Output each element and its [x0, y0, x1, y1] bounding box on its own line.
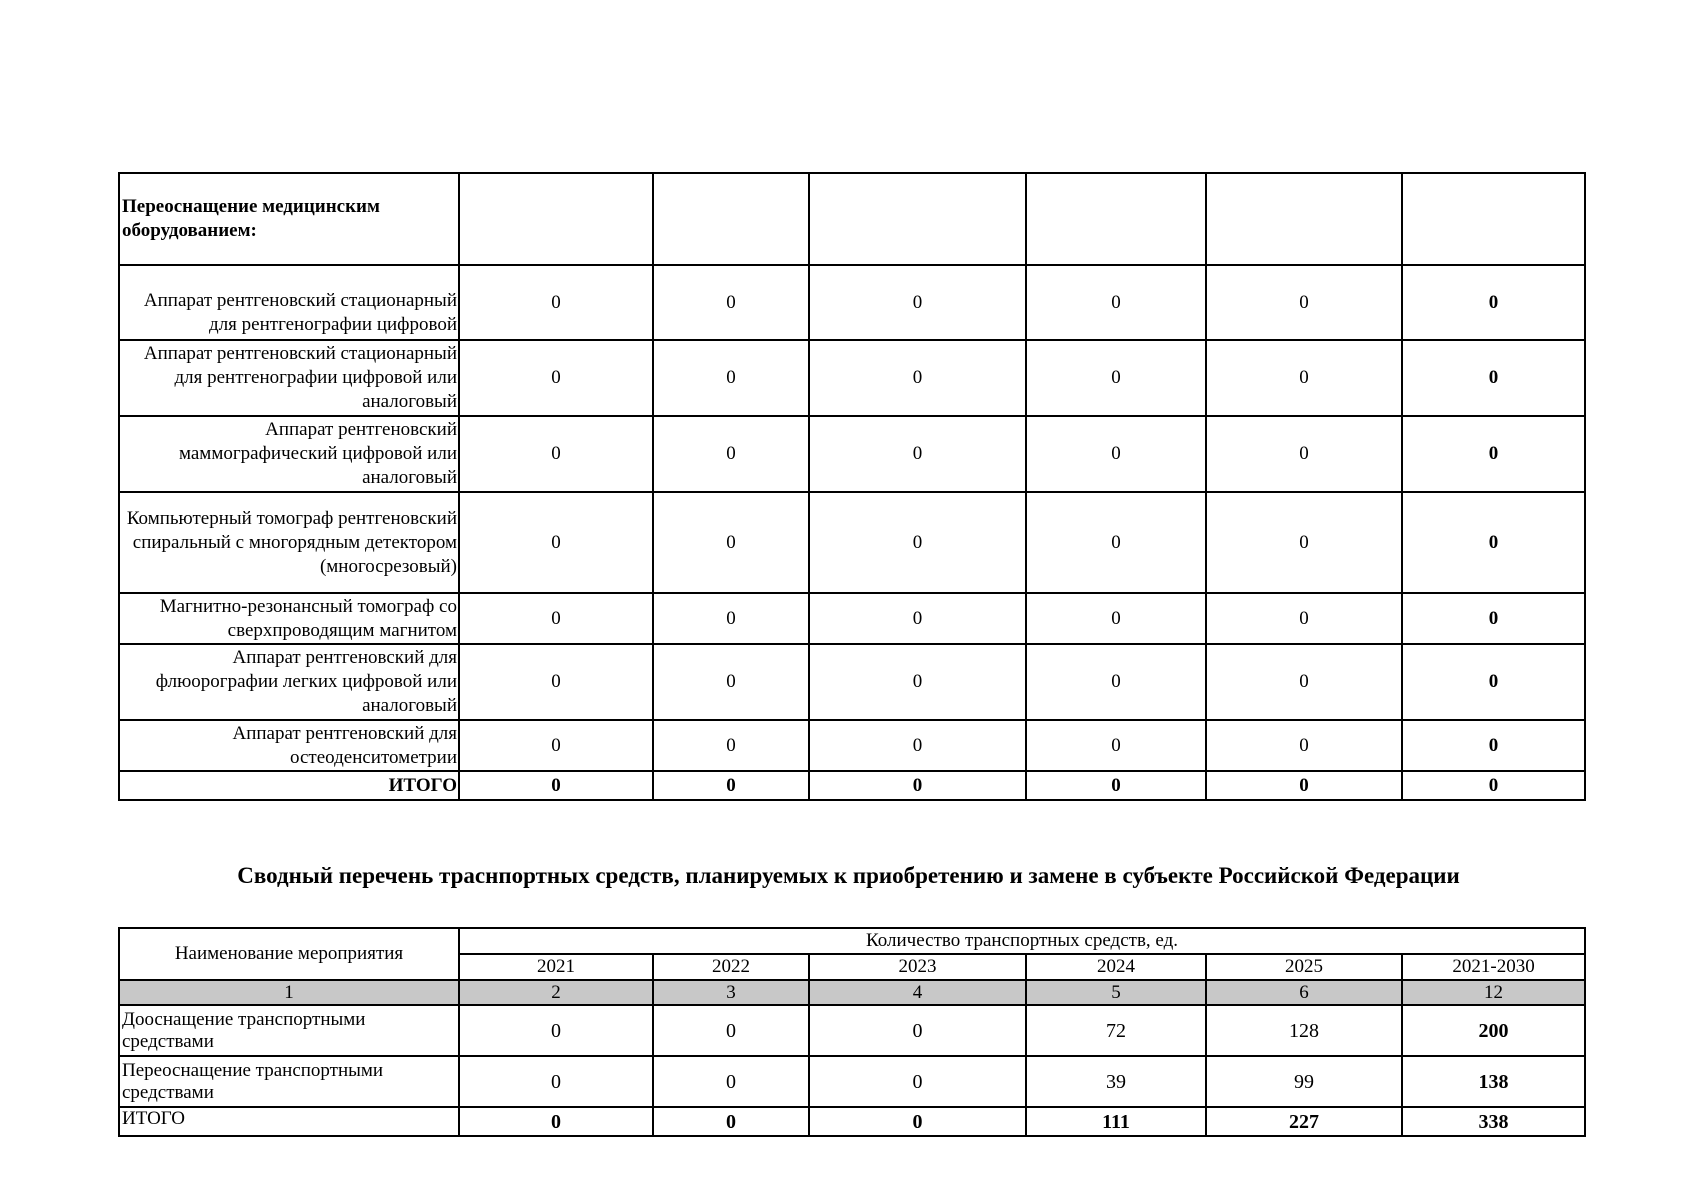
table-row: [119, 1056, 1585, 1107]
index-row: [119, 980, 1585, 1005]
row-name: Аппарат рентгеновский для флюорографии легких цифровой или аналоговый: [119, 644, 459, 720]
row-total: 0: [1402, 416, 1585, 492]
total-label: ИТОГО: [119, 771, 459, 800]
row-total: 0: [1402, 340, 1585, 416]
cell-value: 0: [1026, 593, 1206, 644]
total-value: 0: [653, 771, 809, 800]
row-name: Компьютерный томограф рентгеновский спиральный с многорядным детектором (многосрезовый): [119, 492, 459, 593]
cell-value: 72: [1026, 1005, 1206, 1056]
table-row: [119, 644, 1585, 720]
column-header-name: Наименование мероприятия: [119, 928, 459, 980]
year-header: 2023: [809, 954, 1026, 980]
index-cell: 2: [459, 980, 653, 1005]
year-header: 2024: [1026, 954, 1206, 980]
table-row: [119, 265, 1585, 340]
cell-value: 0: [653, 265, 809, 340]
cell-value: 0: [653, 340, 809, 416]
cell-value: 0: [459, 340, 653, 416]
cell-value: 0: [1206, 265, 1402, 340]
row-name: Аппарат рентгеновский для остеоденситометрии: [119, 720, 459, 771]
year-header: 2021-2030: [1402, 954, 1585, 980]
cell-value: 0: [1206, 644, 1402, 720]
row-total: 200: [1402, 1005, 1585, 1056]
year-header: 2021: [459, 954, 653, 980]
cell-value: 0: [459, 644, 653, 720]
transport-table: [118, 927, 1586, 1137]
row-total: 0: [1402, 720, 1585, 771]
row-total: 0: [1402, 265, 1585, 340]
cell-value: 0: [1206, 593, 1402, 644]
cell-value: 39: [1026, 1056, 1206, 1107]
cell-value: 0: [459, 492, 653, 593]
cell-value: 0: [809, 1005, 1026, 1056]
row-name: Дооснащение транспортными средствами: [119, 1005, 459, 1056]
total-value: 0: [653, 1107, 809, 1136]
index-cell: 6: [1206, 980, 1402, 1005]
cell-value: 0: [1026, 416, 1206, 492]
cell-value: 0: [1026, 265, 1206, 340]
group-header: Количество транспортных средств, ед.: [459, 928, 1585, 954]
total-value: 0: [809, 1107, 1026, 1136]
index-cell: 5: [1026, 980, 1206, 1005]
total-value: 0: [809, 771, 1026, 800]
cell-value: 0: [1206, 416, 1402, 492]
cell-value: 0: [809, 1056, 1026, 1107]
total-value: 0: [1026, 771, 1206, 800]
cell-value: 0: [653, 593, 809, 644]
cell-value: 0: [809, 340, 1026, 416]
cell-value: 0: [459, 416, 653, 492]
cell-value: 0: [459, 593, 653, 644]
index-cell: 4: [809, 980, 1026, 1005]
cell-value: 0: [1026, 340, 1206, 416]
table-row: [119, 492, 1585, 593]
cell-value: 0: [809, 265, 1026, 340]
total-value: 111: [1026, 1107, 1206, 1136]
row-total: 0: [1402, 593, 1585, 644]
cell-value: 0: [653, 1005, 809, 1056]
cell-value: 0: [459, 1005, 653, 1056]
row-name: Аппарат рентгеновский маммографический цифровой или аналоговый: [119, 416, 459, 492]
row-name: Магнитно-резонансный томограф со сверхпроводящим магнитом: [119, 593, 459, 644]
cell-value: 0: [1026, 720, 1206, 771]
cell-value: 0: [653, 1056, 809, 1107]
equipment-table: [118, 172, 1586, 801]
total-value: 0: [459, 1107, 653, 1136]
table-row: [119, 340, 1585, 416]
cell-value: 0: [1026, 492, 1206, 593]
cell-value: 0: [653, 492, 809, 593]
year-header: 2022: [653, 954, 809, 980]
row-total: 138: [1402, 1056, 1585, 1107]
cell-value: 0: [1026, 644, 1206, 720]
cell-value: 128: [1206, 1005, 1402, 1056]
cell-value: 0: [809, 593, 1026, 644]
cell-value: 0: [459, 720, 653, 771]
total-value: 0: [1206, 771, 1402, 800]
row-name: Аппарат рентгеновский стационарный для рентгенографии цифровой или аналоговый: [119, 340, 459, 416]
table-row: [119, 593, 1585, 644]
table-row: [119, 720, 1585, 771]
cell-value: 0: [653, 720, 809, 771]
cell-value: 99: [1206, 1056, 1402, 1107]
year-header: 2025: [1206, 954, 1402, 980]
cell-value: 0: [809, 492, 1026, 593]
grand-total: 338: [1402, 1107, 1585, 1136]
cell-value: 0: [1206, 492, 1402, 593]
cell-value: 0: [459, 1056, 653, 1107]
table-row: [119, 416, 1585, 492]
table-row-header: [119, 173, 1585, 265]
cell-value: 0: [809, 720, 1026, 771]
row-name: Переоснащение транспортными средствами: [119, 1056, 459, 1107]
cell-value: 0: [809, 416, 1026, 492]
cell-value: 0: [1206, 340, 1402, 416]
table-row: [119, 1005, 1585, 1056]
index-cell: 1: [119, 980, 459, 1005]
cell-value: 0: [459, 265, 653, 340]
total-value: 227: [1206, 1107, 1402, 1136]
row-total: 0: [1402, 644, 1585, 720]
section-label: Переоснащение медицинским оборудованием:: [119, 173, 459, 265]
total-label: ИТОГО: [119, 1107, 459, 1136]
row-total: 0: [1402, 492, 1585, 593]
cell-value: 0: [653, 416, 809, 492]
total-value: 0: [459, 771, 653, 800]
index-cell: 3: [653, 980, 809, 1005]
cell-value: 0: [809, 644, 1026, 720]
row-name: Аппарат рентгеновский стационарный для рентгенографии цифровой: [119, 265, 459, 340]
grand-total: 0: [1402, 771, 1585, 800]
table-total-row: [119, 771, 1585, 800]
table-total-row: [119, 1107, 1585, 1136]
section-title: Сводный перечень траснпортных средств, планируемых к приобретению и замене в субъекте Российской Федерации: [237, 863, 1460, 888]
cell-value: 0: [1206, 720, 1402, 771]
table-header-row: [119, 928, 1585, 954]
cell-value: 0: [653, 644, 809, 720]
index-cell: 12: [1402, 980, 1585, 1005]
